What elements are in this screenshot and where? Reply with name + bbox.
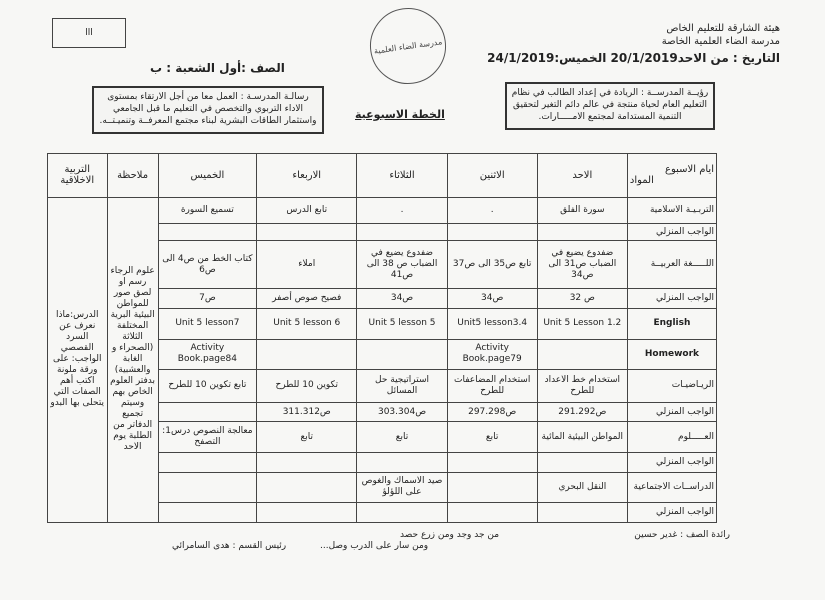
table-cell (357, 503, 447, 523)
table-cell (447, 453, 537, 473)
notes-cell: علوم الرجاء رسم او لصق صور للمواطن البيئية البرية المختلفة الثلاثة (الصحراء و الغابة والعشبية) بدفتر العلوم الخاص بهم وسيتم تجميع الدفاتر من الطلبة يوم الاحد (107, 197, 158, 522)
table-cell: املاء (257, 241, 357, 289)
moral-header: التربية الاخلاقية (48, 154, 108, 198)
table-cell (447, 472, 537, 503)
homework-label: الواجب المنزلي (627, 402, 716, 422)
homework-label: الواجب المنزلي (627, 289, 716, 309)
table-cell: معالجة النصوص درس1: التصفح (158, 422, 256, 453)
table-cell (537, 339, 627, 370)
homework-label: الواجب المنزلي (627, 503, 716, 523)
table-cell (257, 472, 357, 503)
table-cell (158, 223, 256, 240)
table-cell (257, 339, 357, 370)
table-cell: Unit 5 lesson 6 (257, 308, 357, 339)
org-line-1: هيئة الشارقة للتعليم الخاص (666, 23, 780, 34)
table-cell: تسميع السورة (158, 197, 256, 223)
subject-islamic: التربـيـة الاسلامية (627, 197, 716, 223)
mission-box: رسالـة المدرسـة : العمل معا من أجل الارتقاء بمستوى الاداء التربوي والتخصص في التعليم ما قبل الجامعي واستثمار الطاقات البشرية لبناء مجتمع المعرفــة وتنميـتــه. (92, 86, 324, 134)
day-wednesday: الاربعاء (257, 154, 357, 198)
corner-bottom: المواد (629, 175, 654, 187)
corner-cell (627, 154, 716, 198)
table-cell: Unit 5 lesson7 (158, 308, 256, 339)
table-cell: ص291.292 (537, 402, 627, 422)
table-cell: ضفدوع يضيع في الضباب ص 38 الى ص41 (357, 241, 447, 289)
date-line: التاريخ : من الاحد20/1/2019 الخميس:24/1/2019 (487, 51, 780, 65)
table-cell: Unit 5 lesson 5 (357, 308, 447, 339)
table-cell: تابع الدرس (257, 197, 357, 223)
emblem-icon (52, 18, 126, 48)
proverb-1: من جد وجد ومن زرع حصد (400, 530, 500, 540)
table-cell: ص303.304 (357, 402, 447, 422)
org-name (662, 22, 780, 48)
org-line-2: مدرسة الضاء العلمية الخاصة (661, 36, 780, 47)
table-cell: استخدام المضاعفات للطرح (447, 370, 537, 403)
table-cell: . (357, 197, 447, 223)
table-cell (537, 223, 627, 240)
table-cell: Activity Book.page84 (158, 339, 256, 370)
table-cell (158, 503, 256, 523)
table-cell: ص7 (158, 289, 256, 309)
table-cell (537, 503, 627, 523)
table-cell: كتاب الخط من ص4 الى ص6 (158, 241, 256, 289)
table-cell: ص34 (357, 289, 447, 309)
day-sunday: الاحد (537, 154, 627, 198)
table-cell (257, 453, 357, 473)
day-monday: الاثنين (447, 154, 537, 198)
day-tuesday: الثلاثاء (357, 154, 447, 198)
table-cell: ص297.298 (447, 402, 537, 422)
department-head: رئيس القسم : هدى السامرائي (172, 541, 287, 551)
day-thursday: الخميس (158, 154, 256, 198)
class-leader: رائدة الصف : غدير حسين (634, 530, 730, 540)
table-cell (447, 503, 537, 523)
table-cell: تابع (447, 422, 537, 453)
table-cell: تابع (257, 422, 357, 453)
table-cell: . (447, 197, 537, 223)
table-cell: تابع (357, 422, 447, 453)
table-cell: استراتيجية حل المسائل (357, 370, 447, 403)
table-cell (257, 503, 357, 523)
table-cell (158, 402, 256, 422)
notes-header: ملاحظة (107, 154, 158, 198)
homework-label: Homework (627, 339, 716, 370)
table-cell: سورة الفلق (537, 197, 627, 223)
school-logo: مدرسة الضاء العلمية (365, 3, 451, 89)
plan-title: الخطة الاسبوعية (355, 108, 445, 121)
subject-math: الريـاضيـات (627, 370, 716, 403)
table-cell: Unit5 lesson3.4 (447, 308, 537, 339)
table-cell (257, 223, 357, 240)
header-row (48, 154, 717, 198)
table-cell (537, 453, 627, 473)
table-cell: صيد الاسماك والغوص على اللؤلؤ (357, 472, 447, 503)
table-cell: ص34 (447, 289, 537, 309)
table-cell: ضفدوع يضيع في الضباب ص31 الى ص34 (537, 241, 627, 289)
table-cell: فصيح صوص أصفر (257, 289, 357, 309)
table-cell: استخدام خط الاعداد للطرح (537, 370, 627, 403)
table-cell: تكوين 10 للطرح (257, 370, 357, 403)
vision-box: رؤيــة المدرســة : الريادة في إعداد الطالب في نظام التعليم العام لحياة منتجة في عالم دائم التغير لتحقيق التنمية المستدامة لمجتمع الامـــــارات. (505, 82, 715, 130)
homework-label: الواجب المنزلي (627, 223, 716, 240)
proverb-2: ومن سار على الدرب وصل... (320, 541, 429, 551)
moral-cell: الدرس:ماذا نعرف عن السرد القصصي الواجب: على ورقة ملونة اكتب أهم الصفات التي يتحلى بها البدو (48, 197, 108, 522)
table-cell: النقل البحري (537, 472, 627, 503)
corner-top: ايام الاسبوع (665, 164, 714, 176)
table-cell: Activity Book.page79 (447, 339, 537, 370)
subject-arabic: اللـــــغة العربيــة (627, 241, 716, 289)
class-line: الصف :أول الشعبة : ب (150, 61, 285, 75)
table-cell (357, 223, 447, 240)
emblem-text: ااا (85, 28, 93, 38)
table-cell (158, 453, 256, 473)
table-row (48, 197, 717, 223)
weekly-plan-table (47, 153, 717, 523)
table-cell (447, 223, 537, 240)
table-cell: تابع ص35 الى ص37 (447, 241, 537, 289)
table-cell: المواطن البيئية المائية (537, 422, 627, 453)
homework-label: الواجب المنزلي (627, 453, 716, 473)
table-cell: Unit 5 Lesson 1.2 (537, 308, 627, 339)
table-cell (357, 339, 447, 370)
table-cell: ص311.312 (257, 402, 357, 422)
subject-english: English (627, 308, 716, 339)
table-cell (357, 453, 447, 473)
subject-science: العـــــلوم (627, 422, 716, 453)
table-cell: ص 32 (537, 289, 627, 309)
subject-social: الدراســات الاجتماعية (627, 472, 716, 503)
table-cell: تابع تكوين 10 للطرح (158, 370, 256, 403)
table-cell (158, 472, 256, 503)
